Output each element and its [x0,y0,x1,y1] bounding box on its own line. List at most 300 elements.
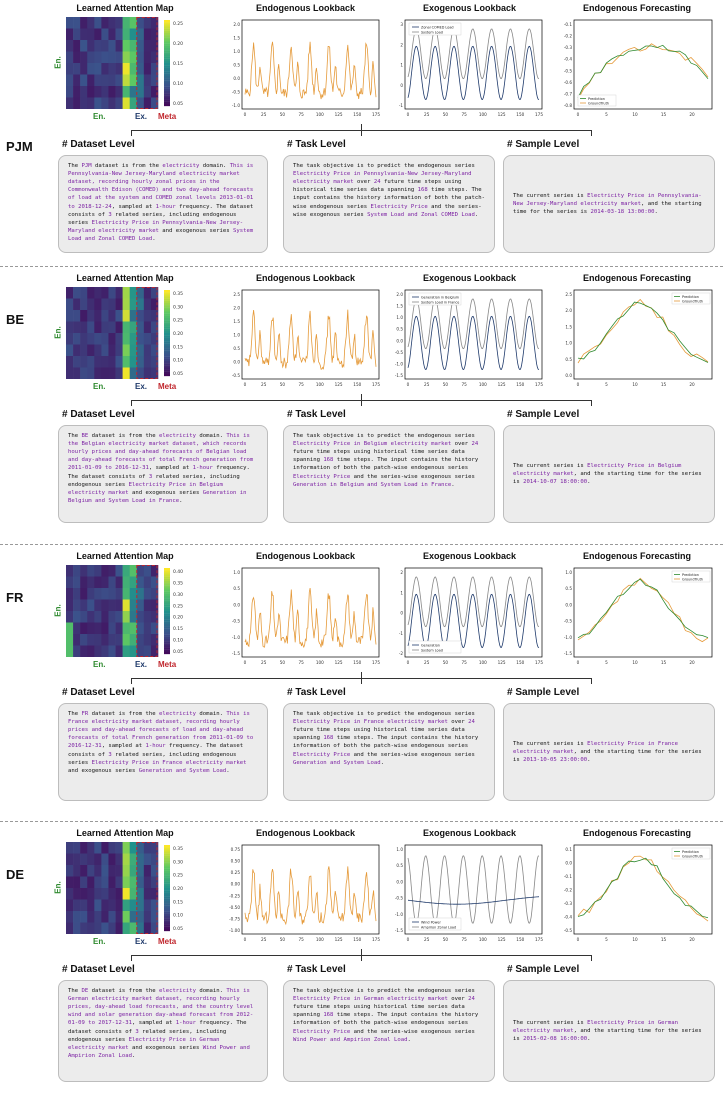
y-tick-label: 1.0 [233,570,240,575]
colorbar-step [164,570,170,572]
x-tick-label: 10 [632,112,638,117]
colorbar-step [164,897,170,899]
heatmap-cell [137,923,144,935]
axis-label-ex: Ex. [135,112,148,121]
plain-text: . [654,209,658,216]
y-tick-label: -1.5 [394,373,403,378]
heatmap-cell [137,322,144,334]
x-tick-label: 150 [353,382,362,387]
highlighted-text: 3 [108,211,112,218]
heatmap-cell [130,588,137,600]
x-tick-label: 0 [406,937,410,942]
sample-text [513,462,705,486]
colorbar-tick-label: 0.10 [173,82,184,87]
plain-text: . [587,479,591,486]
heatmap-cell [94,842,101,854]
plain-text: future time steps using historical time series data spanning [293,449,465,464]
plain-text: The task objective is to predict the endogenous series [293,988,475,994]
heatmap-cell [94,356,101,368]
heatmap-cell [108,345,115,357]
heatmap-cell [123,287,130,299]
heatmap-cell [73,842,80,854]
dataset-row-label: BE [6,312,25,327]
heatmap-cell [87,588,94,600]
connector-drop [591,130,592,136]
forecast-plot-canvas [558,17,716,120]
x-tick-label: 50 [442,660,449,665]
colorbar-step [164,639,170,641]
colorbar-step [164,359,170,361]
exo-lookback-plot-canvas [393,842,546,945]
heatmap-cell [123,588,130,600]
heatmap-cell [80,322,87,334]
heatmap-cell [116,29,123,41]
heatmap-cell [101,310,108,322]
heatmap-cell [123,577,130,589]
plain-text: time steps. The input contains the history information of both the patch-wise endogenous series [293,735,479,750]
forecast-plot-canvas [558,565,716,668]
heatmap-cell [116,52,123,64]
heatmap-cell [108,287,115,299]
highlighted-text: BE [81,433,89,439]
heatmap-cell [66,322,73,334]
colorbar-step [164,643,170,645]
colorbar-step [164,294,170,296]
heatmap-cell [101,623,108,635]
forecast-legend-label: GroundTruth [682,577,704,582]
heatmap-cell [66,634,73,646]
heatmap-cell [80,877,87,889]
x-tick-label: 150 [353,112,362,117]
heatmap-cell [94,98,101,110]
y-tick-label: -0.3 [563,45,572,51]
y-tick-label: 1.0 [396,847,403,852]
highlighted-text: Generation in Belgium and System Load in France [68,489,247,504]
axis-label-en-y: En. [53,881,63,894]
plain-text: domain. [196,711,227,717]
exo-legend-label: Ampirion Zonal Load [421,925,457,930]
endo-lookback-plot [228,17,383,120]
heatmap-cell [116,299,123,311]
colorbar-step [164,648,170,650]
y-tick-label: 0.0 [233,76,240,81]
heatmap-cell [123,854,130,866]
plain-text: dataset is from the [88,988,159,994]
colorbar-step [164,583,170,585]
heatmap-cell [80,75,87,87]
y-tick-label: -2 [398,651,403,656]
heatmap-cell [137,854,144,866]
heatmap-cell [73,634,80,646]
heatmap-cell [80,923,87,935]
x-tick-label: 75 [298,112,304,117]
x-tick-label: 50 [442,112,449,117]
heatmap-cell [66,345,73,357]
heatmap-cell [116,345,123,357]
y-tick-label: 3 [400,22,403,27]
y-tick-label: 0.5 [233,62,240,68]
plain-text: . [380,759,384,766]
y-tick-label: -1.0 [231,634,240,640]
heatmap-cell [80,611,87,623]
heatmap-cell [123,299,130,311]
heatmap-cell [101,299,108,311]
y-tick-label: 2.5 [233,292,240,297]
heatmap-cell [116,86,123,98]
colorbar-step [164,617,170,619]
x-tick-label: 0 [406,660,410,665]
heatmap-cell [80,17,87,29]
plain-text: dataset is from the [88,711,159,717]
y-tick-label: 0.0 [396,879,403,885]
colorbar-tick-label: 0.20 [173,887,184,892]
heatmap-cell [108,322,115,334]
x-tick-label: 175 [372,937,380,942]
colorbar-step [164,587,170,589]
heatmap-cell [73,29,80,41]
y-tick-label: -0.4 [563,914,572,920]
heatmap-cell [73,646,80,658]
colorbar-step [164,912,170,914]
x-tick-label: 125 [334,937,343,942]
plain-text: , and the starting time for the series is [513,1027,702,1043]
forecast-legend-label: Prediction [588,97,605,101]
highlighted-text: 168 [417,187,428,194]
heatmap-cell [94,565,101,577]
y-tick-label: -0.2 [563,887,572,893]
x-tick-label: 175 [535,660,543,665]
heatmap-cell [87,600,94,612]
y-tick-label: -0.7 [563,91,572,97]
colorbar-tick-label: 0.20 [173,42,184,47]
colorbar-step [164,845,170,847]
heatmap-cell [101,588,108,600]
colorbar-step [164,574,170,576]
heatmap-cell [94,17,101,29]
y-tick-label: 1 [400,590,403,596]
colorbar-tick-label: 0.20 [173,615,184,621]
highlighted-text: 3 [148,473,153,480]
heatmap-cell [80,40,87,52]
colorbar-step [164,35,170,37]
highlighted-text: 3 [135,1028,139,1035]
heatmap-cell [144,623,151,635]
heatmap-cell [80,600,87,612]
x-tick-label: 100 [315,382,324,387]
heatmap-cell [108,40,115,52]
colorbar-step [164,22,170,24]
plain-text: and the series-wise exogenous series [350,751,475,758]
plain-text: . [179,497,183,504]
x-tick-label: 75 [461,382,467,387]
attention-map-title: Learned Attention Map [76,828,174,838]
highlighted-text: 24 [373,179,381,186]
endo-lookback-plot-canvas [228,842,383,945]
plain-text: over [447,719,469,726]
level-title-task: # Task Level [287,409,346,420]
heatmap-cell [73,63,80,75]
heatmap-cell [73,98,80,110]
heatmap-cell [144,333,151,345]
x-tick-label: 150 [516,660,525,665]
heatmap-cell [108,17,115,29]
forecast-legend-label: GroundTruth [682,299,704,304]
heatmap-cell [108,600,115,612]
connector-drop [361,130,362,136]
heatmap-cell [80,368,87,380]
heatmap-cell [66,877,73,889]
y-tick-label: 0.25 [230,870,240,876]
colorbar-step [164,849,170,851]
x-tick-label: 15 [660,112,667,117]
x-tick-label: 50 [442,382,449,387]
axis-label-meta: Meta [158,937,177,946]
panel-separator [0,544,723,545]
heatmap-cell [130,923,137,935]
colorbar-step [164,85,170,87]
colorbar-step [164,635,170,637]
x-tick-label: 20 [689,112,695,117]
heatmap-cell [144,646,151,658]
heatmap-cell [66,299,73,311]
heatmap-cell [123,322,130,334]
heatmap-cell [137,877,144,889]
y-tick-label: 2.5 [565,292,572,297]
y-tick-label: 0.0 [396,338,403,344]
y-tick-label: -0.5 [231,89,240,95]
colorbar-step [164,63,170,65]
colorbar-step [164,31,170,33]
y-tick-label: -0.5 [394,895,403,901]
colorbar-step [164,907,170,909]
heatmap-cell [87,98,94,110]
heatmap-cell [73,623,80,635]
plain-text: and exogenous series [128,1044,203,1051]
heatmap-cell [87,86,94,98]
plain-text: domain. [199,163,230,169]
heatmap-cell [144,17,151,29]
colorbar-step [164,61,170,63]
heatmap-cell [66,911,73,923]
heatmap-cell [116,322,123,334]
colorbar-step [164,890,170,892]
level-box-dataset [58,155,268,253]
heatmap-cell [87,40,94,52]
exo-legend-label: Generation [421,643,440,648]
colorbar-step [164,875,170,877]
colorbar-step [164,299,170,301]
x-tick-label: 0 [243,937,247,942]
heatmap-cell [130,40,137,52]
colorbar-step [164,568,170,570]
colorbar-step [164,370,170,372]
heatmap-cell [94,911,101,923]
y-tick-label: 0 [400,610,403,616]
colorbar-step [164,37,170,39]
heatmap-cell [137,29,144,41]
heatmap-cell [108,310,115,322]
heatmap-cell [80,588,87,600]
connector-drop [361,400,362,406]
x-tick-label: 150 [516,112,525,117]
exo-lookback-plot [393,17,546,120]
colorbar-step [164,97,170,99]
colorbar-step [164,80,170,82]
y-tick-label: 0.0 [565,860,572,866]
heatmap-cell [87,322,94,334]
highlighted-text: Wind Power and Ampirion Zonal Load [293,1036,408,1043]
dataset-row-label: PJM [6,139,33,154]
heatmap-cell [108,368,115,380]
x-tick-label: 125 [334,382,343,387]
colorbar-step [164,620,170,622]
colorbar-step [164,894,170,896]
heatmap-cell [73,52,80,64]
heatmap-cell [144,29,151,41]
y-tick-label: -0.50 [229,904,240,910]
highlighted-text: 1-hour [175,1020,196,1027]
plain-text: The [68,433,82,439]
plain-text: . [407,1036,411,1043]
heatmap-cell [101,842,108,854]
plain-text: . [587,1036,591,1043]
heatmap-cell [87,611,94,623]
heatmap-cell [80,98,87,110]
heatmap-cell [108,611,115,623]
y-tick-label: -0.3 [563,901,572,906]
heatmap-cell [130,287,137,299]
colorbar-step [164,100,170,102]
y-tick-label: -0.5 [563,928,572,933]
forecast-title: Endogenous Forecasting [582,551,691,561]
heatmap-cell [101,877,108,889]
y-tick-label: -0.6 [563,79,572,85]
y-tick-label: -0.5 [231,373,240,378]
colorbar-step [164,860,170,862]
x-tick-label: 175 [535,937,543,942]
level-box-task [283,980,495,1082]
heatmap-cell [80,888,87,900]
colorbar-step [164,864,170,866]
y-tick-label: 1.0 [396,315,403,321]
y-tick-label: 2.0 [565,308,572,314]
heatmap-cell [80,52,87,64]
x-tick-label: 25 [424,937,430,942]
heatmap-cell [87,911,94,923]
heatmap-cell [108,911,115,923]
plain-text: related series, including endogenous series [68,751,237,766]
heatmap-cell [101,75,108,87]
heatmap-cell [94,634,101,646]
heatmap-cell [80,577,87,589]
exo-lookback-plot [393,842,546,945]
colorbar-step [164,600,170,602]
colorbar-step [164,596,170,598]
plain-text: , sampled at [111,203,156,210]
heatmap-cell [116,854,123,866]
highlighted-text: Electricity Price in German electricity market [513,1019,679,1034]
colorbar-step [164,335,170,337]
connector-drop [591,400,592,406]
highlighted-text: Electricity Price in France electricity market [293,719,448,726]
axis-label-ex: Ex. [135,660,148,669]
heatmap-canvas [66,17,206,109]
heatmap-cell [123,345,130,357]
heatmap-cell [144,98,151,110]
colorbar-step [164,339,170,341]
x-tick-label: 175 [372,660,380,665]
highlighted-text: Electricity Price [293,473,351,480]
y-tick-label: 1.5 [233,35,240,41]
connector-drop [361,955,362,961]
plain-text: The [68,988,82,994]
heatmap-cell [144,854,151,866]
heatmap-cell [66,310,73,322]
heatmap-cell [87,299,94,311]
colorbar-step [164,633,170,635]
heatmap-cell [73,900,80,912]
colorbar-step [164,342,170,344]
colorbar-step [164,24,170,26]
heatmap-cell [144,356,151,368]
x-tick-label: 75 [298,937,304,942]
exo-lookback-plot-canvas [393,17,546,120]
axis-label-ex: Ex. [135,937,148,946]
colorbar-step [164,50,170,52]
x-tick-label: 125 [497,382,506,387]
level-box-dataset [58,703,268,801]
heatmap-cell [116,75,123,87]
colorbar-step [164,579,170,581]
heatmap-cell [123,29,130,41]
colorbar-step [164,594,170,596]
y-tick-label: -0.4 [563,56,572,62]
heatmap-cell [130,29,137,41]
x-tick-label: 125 [334,112,343,117]
colorbar-step [164,52,170,54]
heatmap-cell [130,52,137,64]
heatmap-cell [66,29,73,41]
x-tick-label: 125 [497,660,506,665]
y-tick-label: 0.5 [565,586,572,592]
colorbar-step [164,929,170,931]
axis-label-meta: Meta [158,112,177,121]
colorbar-step [164,314,170,316]
heatmap-cell [123,17,130,29]
plain-text: frequency. The dataset consists of [68,465,250,480]
x-tick-label: 10 [632,660,638,665]
exo-lookback-plot [393,287,546,390]
heatmap-cell [66,356,73,368]
plain-text: . [474,211,479,218]
colorbar-step [164,33,170,35]
highlighted-text: System Load and Zonal COMED Load [68,227,254,242]
colorbar-step [164,605,170,607]
highlighted-text: electricity [162,163,200,169]
heatmap-cell [94,86,101,98]
heatmap-cell [130,565,137,577]
heatmap-cell [144,900,151,912]
highlighted-text: Electricity Price [370,203,428,210]
plain-text: over [447,996,469,1003]
forecast-plot [558,565,716,668]
colorbar-step [164,645,170,647]
forecast-legend-label: GroundTruth [682,854,704,859]
heatmap-cell [108,634,115,646]
heatmap-cell [130,17,137,29]
highlighted-text: 1-hour [155,203,176,210]
highlighted-text: Electricity Price in German electricity market [293,996,448,1003]
